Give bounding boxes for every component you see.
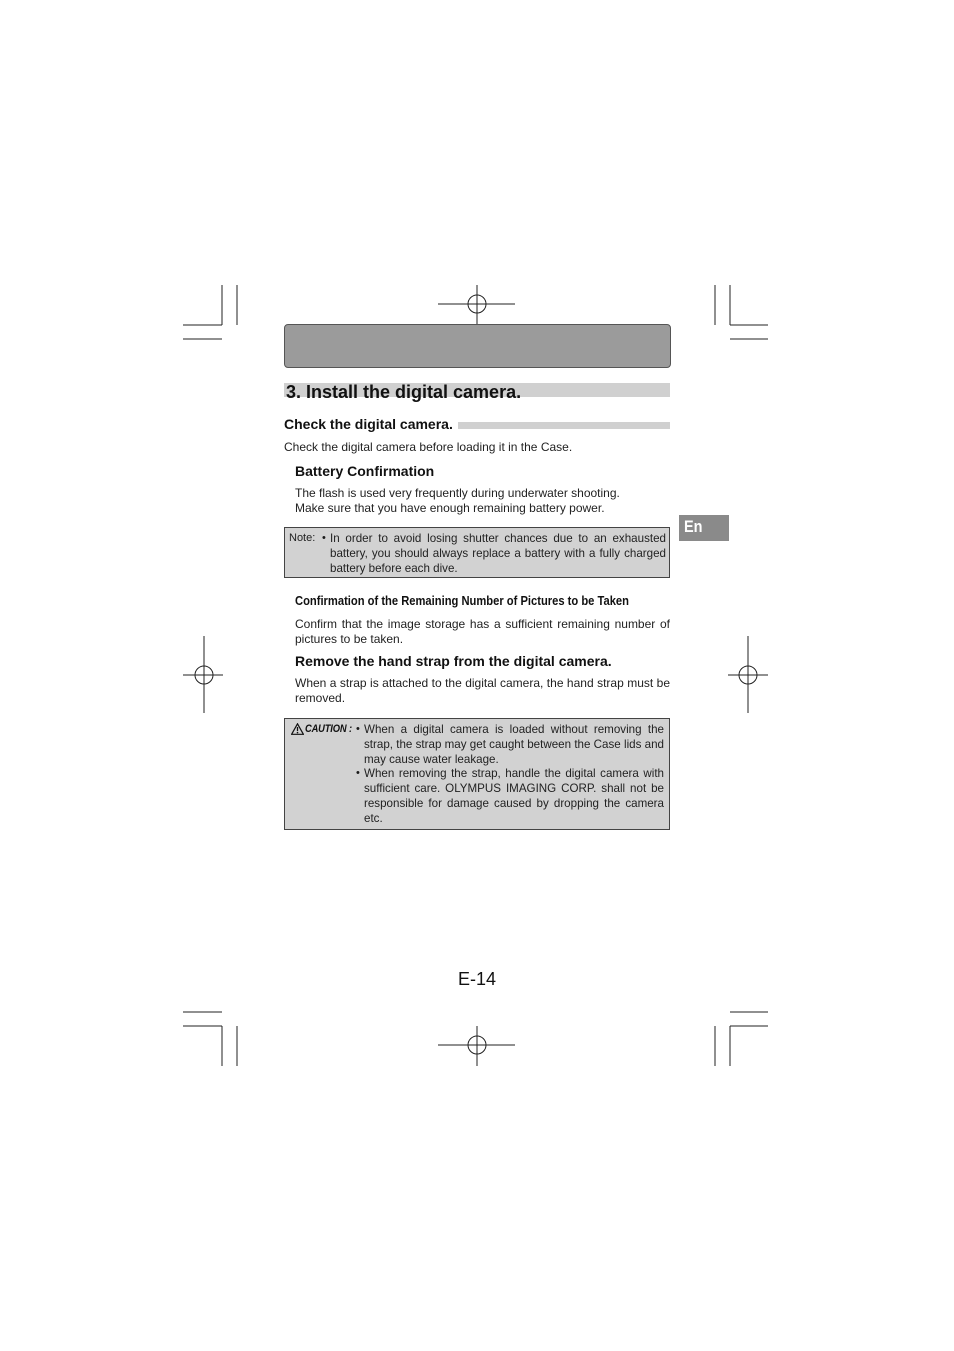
page-number: E-14 (457, 969, 497, 989)
warning-triangle-icon (291, 723, 304, 735)
note-text: In order to avoid losing shutter chances due to an exhausted battery, you should always replace a battery with a fully charged battery before each dive. (330, 532, 666, 575)
pictures-text: Confirm that the image storage has a sufficient remaining number of pictures to be taken. (295, 617, 670, 646)
note-label: Note: (289, 532, 316, 544)
section-title: 3. Install the digital camera. (286, 382, 522, 402)
subheading-rule (458, 422, 670, 429)
check-camera-intro: Check the digital camera before loading it in the Case. (284, 440, 573, 454)
battery-text-line-2: Make sure that you have enough remaining battery power. (295, 501, 605, 515)
caution-colon: : (348, 723, 352, 735)
caution-item-2: When removing the strap, handle the digital camera with sufficient care. OLYMPUS IMAGING CORP. shall not be responsible for damage caused by dropping the camera etc. (364, 767, 664, 825)
check-camera-heading: Check the digital camera. (284, 416, 453, 432)
note-box (284, 527, 670, 578)
caution-item-1: When a digital camera is loaded without removing the strap, the strap may get caught between the Case lids and may cause water leakage. (364, 723, 664, 766)
caution-bullet-1: • (356, 723, 360, 735)
language-tab-label: En (684, 517, 703, 536)
language-tab (679, 515, 729, 541)
battery-text-line-1: The flash is used very frequently during underwater shooting. (295, 486, 620, 500)
strap-heading: Remove the hand strap from the digital camera. (295, 653, 612, 669)
pictures-heading: Confirmation of the Remaining Number of Pictures to be Taken (295, 593, 629, 608)
check-camera-subheading (284, 416, 670, 432)
battery-heading: Battery Confirmation (295, 463, 435, 479)
chapter-header-bar (284, 324, 671, 368)
caution-word: CAUTION (305, 723, 347, 735)
caution-label (291, 723, 352, 735)
note-bullet: • (322, 532, 326, 544)
caution-box (284, 718, 670, 830)
caution-bullet-2: • (356, 767, 360, 779)
strap-text: When a strap is attached to the digital camera, the hand strap must be removed. (295, 676, 670, 705)
section-title-band (284, 382, 670, 402)
